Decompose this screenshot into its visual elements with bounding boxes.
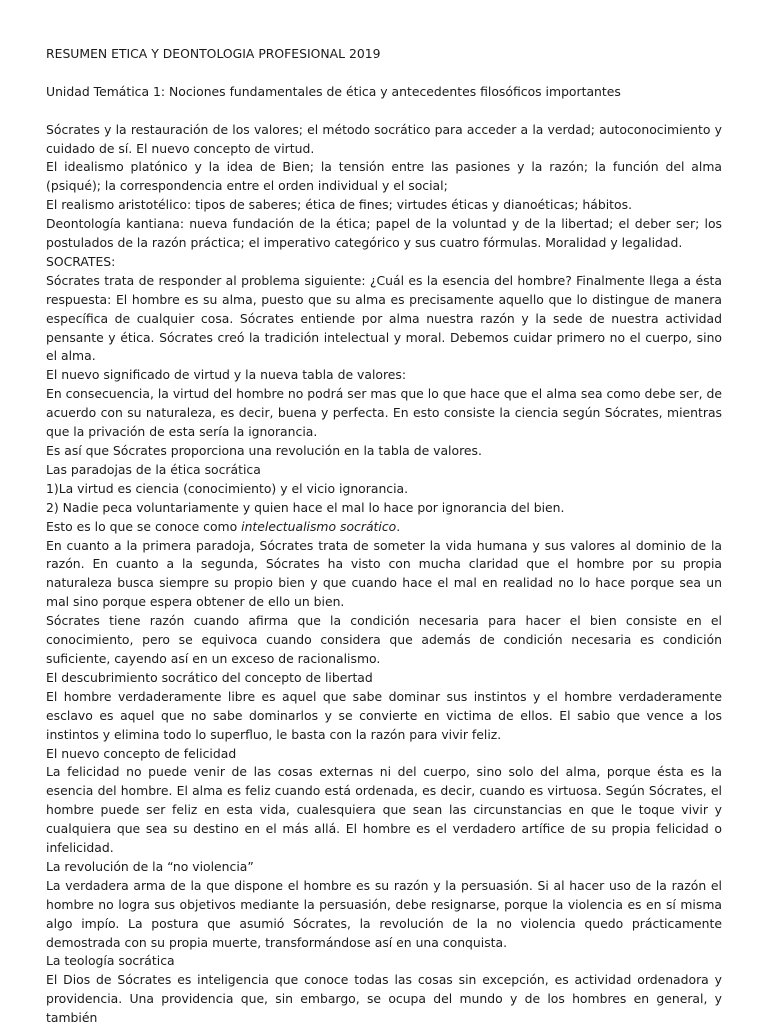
intellectualism-line [46,518,722,537]
document-title: RESUMEN ETICA Y DEONTOLOGIA PROFESIONAL 2019 [46,46,381,61]
intellectualism-suffix: . [396,518,401,534]
nonviolence-text: La verdadera arma de la que dispone el hombre es su razón y la persuasión. Si al hacer uso de la razón el hombre no logra sus objetivos mediante la persuasión, debe resignarse, porque la violencia es en sí misma algo impío. La postura que asumió Sócrates, la revolución de la no violencia quedo prácticamente demostrada con su propia muerte, transformándose así en una conquista. [46,877,722,950]
theology-text: El Dios de Sócrates es inteligencia que conoce todas las cosas sin excepción, es actividad ordenadora y providencia. Una providencia que, sin embargo, se ocupa del mundo y de los hombres en general, y también [46,972,722,1026]
theology-heading: La teología socrática [46,953,175,969]
unit-title: Unidad Temática 1: Nociones fundamentales de ética y antecedentes filosóficos importantes [46,83,621,99]
virtue-text: En consecuencia, la virtud del hombre no podrá ser mas que lo que hace que el alma sea como debe ser, de acuerdo con su naturaleza, es decir, buena y perfecta. En esto consiste la ciencia según Sócrates, mientras que la privación de esta sería la ignorancia. [46,386,722,440]
topic-1: Sócrates y la restauración de los valores; el método socrático para acceder a la verdad; autoconocimiento y cuidado de sí. El nuevo concepto de virtud. [46,121,722,156]
socrates-heading: SOCRATES: [46,253,116,269]
virtue-heading: El nuevo significado de virtud y la nueva tabla de valores: [46,367,407,383]
freedom-heading: El descubrimiento socrático del concepto de libertad [46,669,373,685]
intellectualism-term: intelectualismo socrático [241,518,397,534]
intellectualism-prefix: Esto es lo que se conoce como [46,518,242,534]
topic-3: El realismo aristotélico: tipos de saberes; ética de fines; virtudes éticas y dianoéticas; hábitos. [46,197,633,213]
document-page [46,45,722,1028]
socrates-intro: Sócrates trata de responder al problema siguiente: ¿Cuál es la esencia del hombre? Finalmente llega a ésta respuesta: El hombre es su alma, puesto que su alma es precisamente aquello que lo distingue de manera específica de cualquier cosa. Sócrates entiende por alma nuestra razón y la sede de nuestra actividad pensante y ética. Sócrates creó la tradición intelectual y moral. Debemos cuidar primero no el cuerpo, sino el alma. [46,272,722,364]
paradox-2: 2) Nadie peca voluntariamente y quien hace el mal lo hace por ignorancia del bien. [46,499,565,515]
topic-4: Deontología kantiana: nueva fundación de la ética; papel de la voluntad y de la libertad; el deber ser; los postulados de la razón práctica; el imperativo categórico y sus cuatro fórmulas. Moralidad y legalidad. [46,216,722,251]
topic-2: El idealismo platónico y la idea de Bien; la tensión entre las pasiones y la razón; la función del alma (psiqué); la correspondencia entre el orden individual y el social; [46,159,722,194]
paradox-heading: Las paradojas de la ética socrática [46,461,261,477]
happiness-heading: El nuevo concepto de felicidad [46,745,237,761]
nonviolence-heading: La revolución de la “no violencia” [46,858,254,874]
paradox-text: En cuanto a la primera paradoja, Sócrates trata de someter la vida humana y sus valores al dominio de la razón. En cuanto a la segunda, Sócrates ha visto con mucha claridad que el hombre por su propia naturaleza busca siempre su propio bien y que cuando hace el mal en realidad no lo hace porque sea un mal sino porque espera obtener de ello un bien. [46,537,722,610]
freedom-text: El hombre verdaderamente libre es aquel que sabe dominar sus instintos y el hombre verdaderamente esclavo es aquel que no sabe dominarlos y se convierte en victima de ellos. El sabio que vence a los instintos y elimina todo lo superfluo, le basta con la razón para vivir feliz. [46,688,722,742]
revolution-text: Es así que Sócrates proporciona una revolución en la tabla de valores. [46,443,482,458]
happiness-text: La felicidad no puede venir de las cosas externas ni del cuerpo, sino solo del alma, porque ésta es la esencia del hombre. El alma es feliz cuando está ordenada, es decir, cuando es virtuosa. Según Sócrates, el hombre puede ser feliz en esta vida, cualesquiera que sean las circunstancias en que le toque vivir y cualquiera que sea su destino en el más allá. El hombre es el verdadero artífice de su propia felicidad o infelicidad. [46,764,722,856]
reason-text: Sócrates tiene razón cuando afirma que la condición necesaria para hacer el bien consiste en el conocimiento, pero se equivoca cuando considera que además de condición necesaria es condición suficiente, cayendo así en un exceso de racionalismo. [46,613,722,666]
paradox-1: 1)La virtud es ciencia (conocimiento) y el vicio ignorancia. [46,480,409,496]
